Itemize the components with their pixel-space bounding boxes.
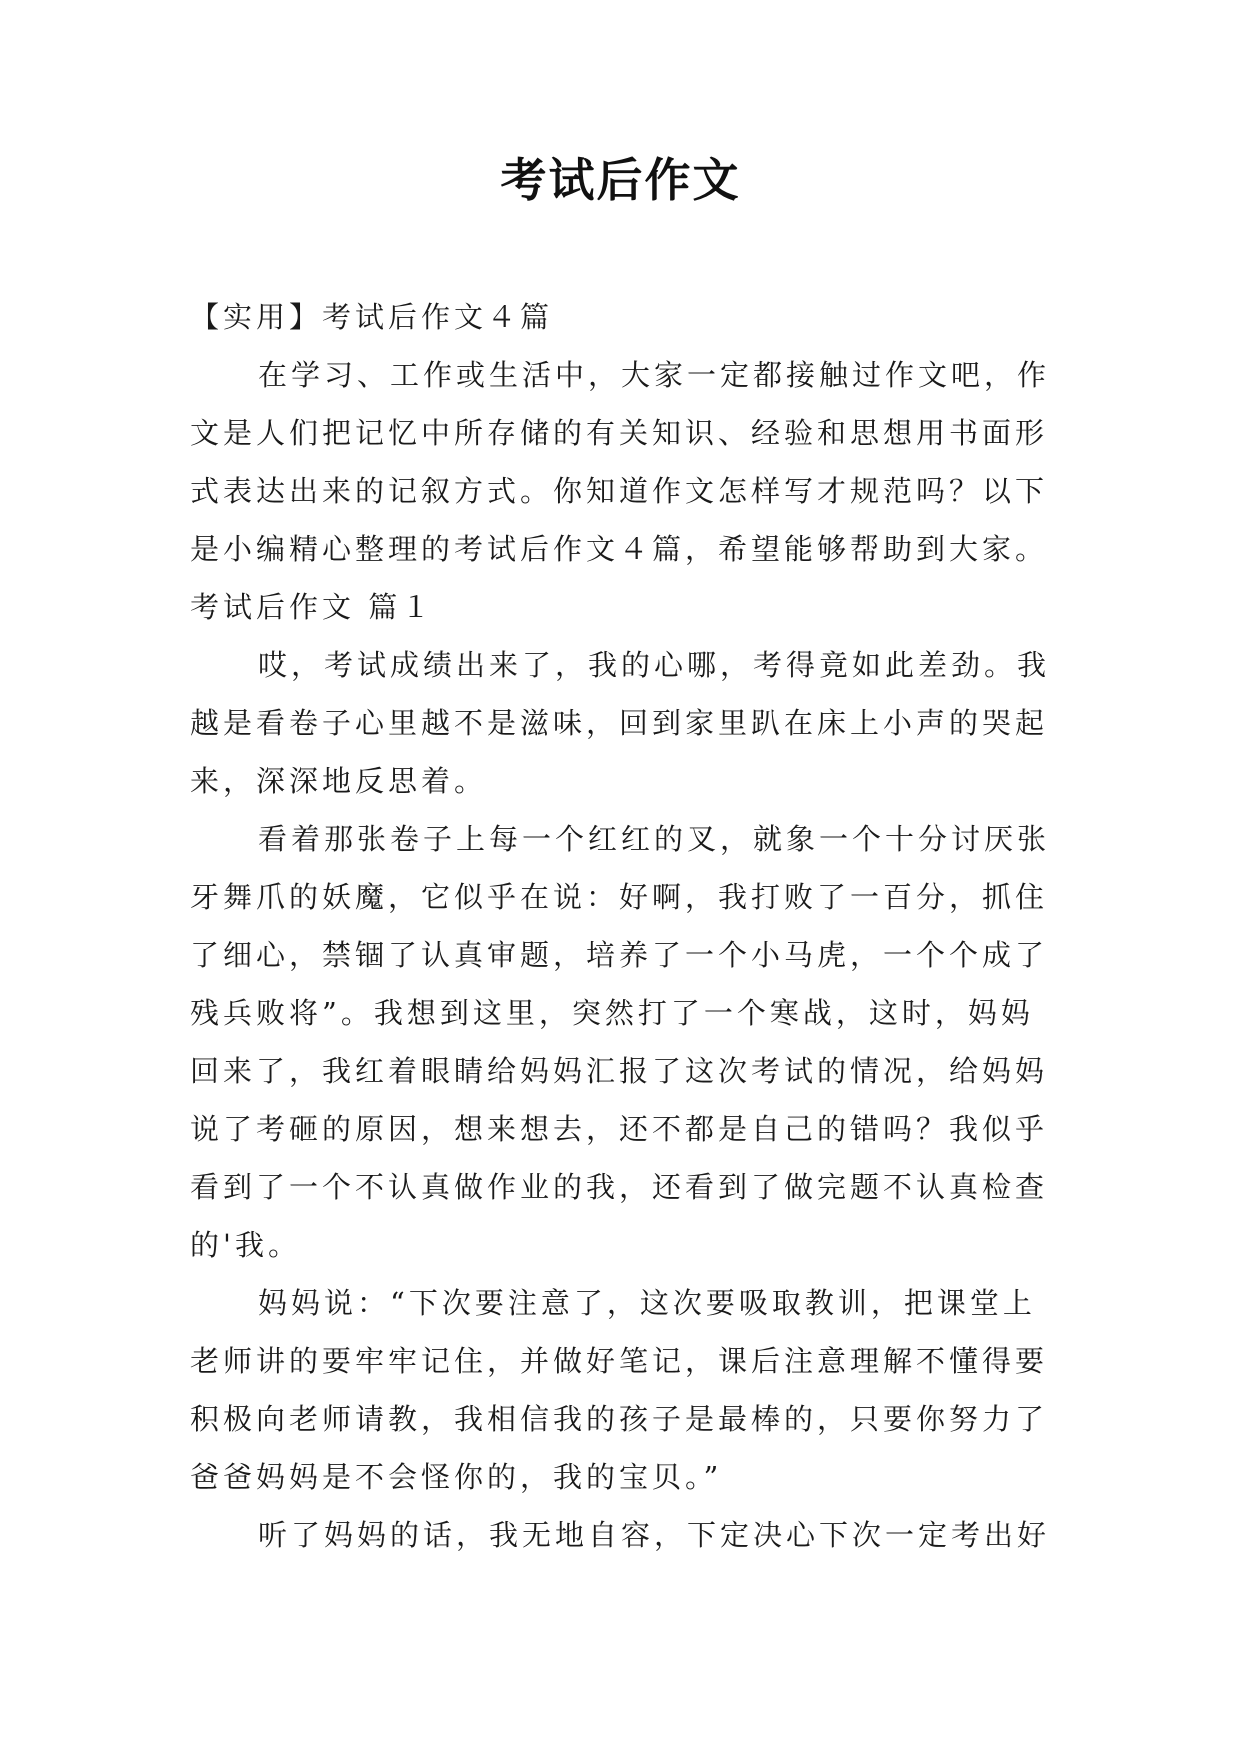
document-title: 考试后作文 <box>500 153 741 207</box>
intro-paragraph: 在学习、工作或生活中，大家一定都接触过作文吧，作文是人们把记忆中所存储的有关知识、经验和思想用书面形式表达出来的记叙方式。你知道作文怎样写才规范吗？以下是小编精心整理的考试后作文４篇，希望能够帮助到大家。 <box>190 358 1051 566</box>
document-body <box>190 288 1060 1564</box>
section-heading: 考试后作文 篇１ <box>190 590 435 624</box>
body-paragraph: 妈妈说：“下次要注意了，这次要吸取教训，把课堂上老师讲的要牢牢记住，并做好笔记，课后注意理解不懂得要积极向老师请教，我相信我的孩子是最棒的，只要你努力了爸爸妈妈是不会怪你的，我的宝贝。” <box>190 1286 1049 1494</box>
body-paragraph: 哎，考试成绩出来了，我的心哪，考得竟如此差劲。我越是看卷子心里越不是滋味，回到家里趴在床上小声的哭起来，深深地反思着。 <box>190 648 1051 798</box>
body-paragraph: 听了妈妈的话，我无地自容，下定决心下次一定考出好 <box>258 1518 1051 1552</box>
document-subtitle: 【实用】考试后作文４篇 <box>190 300 554 334</box>
body-paragraph: 看着那张卷子上每一个红红的叉，就象一个十分讨厌张牙舞爪的妖魔，它似乎在说：好啊，我打败了一百分，抓住了细心，禁锢了认真审题，培养了一个小马虎，一个个成了残兵败将”。我想到这里，突然打了一个寒战，这时，妈妈回来了，我红着眼睛给妈妈汇报了这次考试的情况，给妈妈说了考砸的原因，想来想去，还不都是自己的错吗？我似乎看到了一个不认真做作业的我，还看到了做完题不认真检查的'我。 <box>190 822 1051 1262</box>
